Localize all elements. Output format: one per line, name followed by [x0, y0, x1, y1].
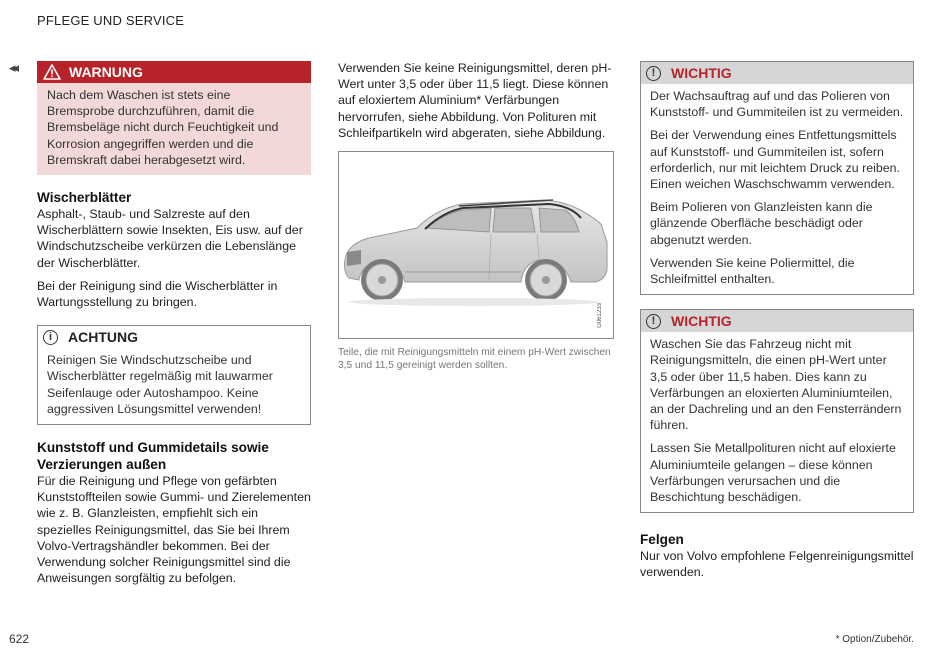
previous-page-icon[interactable]: ◂◂: [9, 60, 17, 75]
footnote: * Option/Zubehör.: [835, 634, 914, 645]
important1-paragraph-2: Bei der Verwendung eines Entfettungsmittels auf Kunststoff- und Gummiteilen ist, sofern erforderlich, nur mit leichtem Druck zu reiben. Einen weichen Waschschwamm verwenden.: [650, 128, 900, 192]
page-number: 622: [9, 632, 30, 646]
page-header: PFLEGE UND SERVICE: [37, 13, 185, 28]
caution-text: Reinigen Sie Windschutzscheibe und Wischerblätter regelmäßig mit lauwarmer Seifenlauge oder Autoshampoo. Keine aggressiven Lösungsmittel verwenden!: [47, 353, 273, 416]
warning-header: [37, 61, 311, 83]
important-box-1: [640, 61, 914, 295]
rims-title: Felgen: [640, 532, 684, 548]
plastic-rubber-text: Für die Reinigung und Pflege von gefärbten Kunststoffteilen sowie Gummi- und Zierelementen wie z. B. Glanzleisten, empfiehlt sich ein spezielles Reinigungsmittel, das Sie bei Ihrem Volvo-Vertragshändler bekommen. Bei der Verwendung solcher Reinigungsmittel sind die Anweisungen sorgfältig zu befolgen.: [37, 474, 311, 586]
figure-caption: Teile, die mit Reinigungsmitteln mit einem pH-Wert zwischen 3,5 und 11,5 gereinigt werden sollten.: [338, 347, 611, 372]
important-header-1: [641, 62, 913, 84]
important-heading-2: WICHTIG: [671, 313, 732, 330]
rims-text: Nur von Volvo empfohlene Felgenreinigungsmittel verwenden.: [640, 549, 914, 580]
car-figure: [338, 151, 614, 339]
important1-paragraph-4: Verwenden Sie keine Poliermittel, die Schleifmittel enthalten.: [650, 255, 855, 287]
important-header-2: [641, 310, 913, 332]
caution-box: [37, 325, 311, 425]
important1-paragraph-1: Der Wachsauftrag auf und das Polieren von Kunststoff- und Gummiteilen ist zu vermeiden.: [650, 89, 904, 120]
important-box-2: [640, 309, 914, 513]
important2-paragraph-2: Lassen Sie Metallpolituren nicht auf eloxierte Aluminiumteile gelangen – diese können Verfärbungen verursachen und die Beschichtung beschädigen.: [650, 441, 896, 505]
warning-heading: WARNUNG: [69, 64, 143, 80]
caution-header: [38, 326, 310, 348]
wiper-blades-title: Wischerblätter: [37, 190, 132, 206]
wiper-paragraph-2: Bei der Reinigung sind die Wischerblätter in Wartungsstellung zu bringen.: [37, 278, 278, 310]
important1-paragraph-3: Beim Polieren von Glanzleisten kann die glänzende Oberfläche beschädigt oder abgenutzt werden.: [650, 200, 873, 247]
column-middle: [338, 60, 614, 372]
caution-heading: ACHTUNG: [68, 329, 138, 346]
warning-box: [37, 61, 311, 175]
important-heading-1: WICHTIG: [671, 65, 732, 81]
important2-paragraph-1: Waschen Sie das Fahrzeug nicht mit Reinigungsmitteln, die einen pH-Wert unter 3,5 oder über 11,5 haben. Dies kann zu Verfärbungen an eloxierten Aluminiumteilen, an der Dachreling und an den Fensterrändern führen.: [650, 337, 902, 433]
warning-text: Nach dem Waschen ist stets eine Bremsprobe durchzuführen, damit die Bremsbeläge nicht durch Feuchtigkeit und Korrosion angegriffen werden und die Bremskraft dabei herabgesetzt wird.: [47, 88, 279, 167]
exclamation-icon: !: [646, 66, 661, 81]
plastic-rubber-title: Kunststoff und Gummidetails sowie Verzierungen außen: [37, 440, 269, 473]
info-icon: i: [43, 330, 58, 345]
figure-code: G061233: [597, 303, 603, 329]
ph-intro-text: Verwenden Sie keine Reinigungsmittel, deren pH-Wert unter 3,5 oder über 11,5 liegt. Diese können auf eloxiertem Aluminium* Verfärbungen hervorrufen, siehe Abbildung. Von Polituren mit Schleifpartikeln wird abgeraten, siehe Abbildung.: [338, 61, 612, 140]
exclamation-icon: !: [646, 314, 661, 329]
column-right: [640, 61, 914, 581]
car-illustration: [339, 152, 613, 338]
warning-triangle-icon: [43, 64, 61, 80]
column-left: [37, 61, 311, 586]
wiper-paragraph-1: Asphalt-, Staub- und Salzreste auf den Wischerblättern sowie Insekten, Eis usw. auf der Windschutzscheibe verkürzen die Lebenslänge der Wischerblätter.: [37, 207, 303, 270]
